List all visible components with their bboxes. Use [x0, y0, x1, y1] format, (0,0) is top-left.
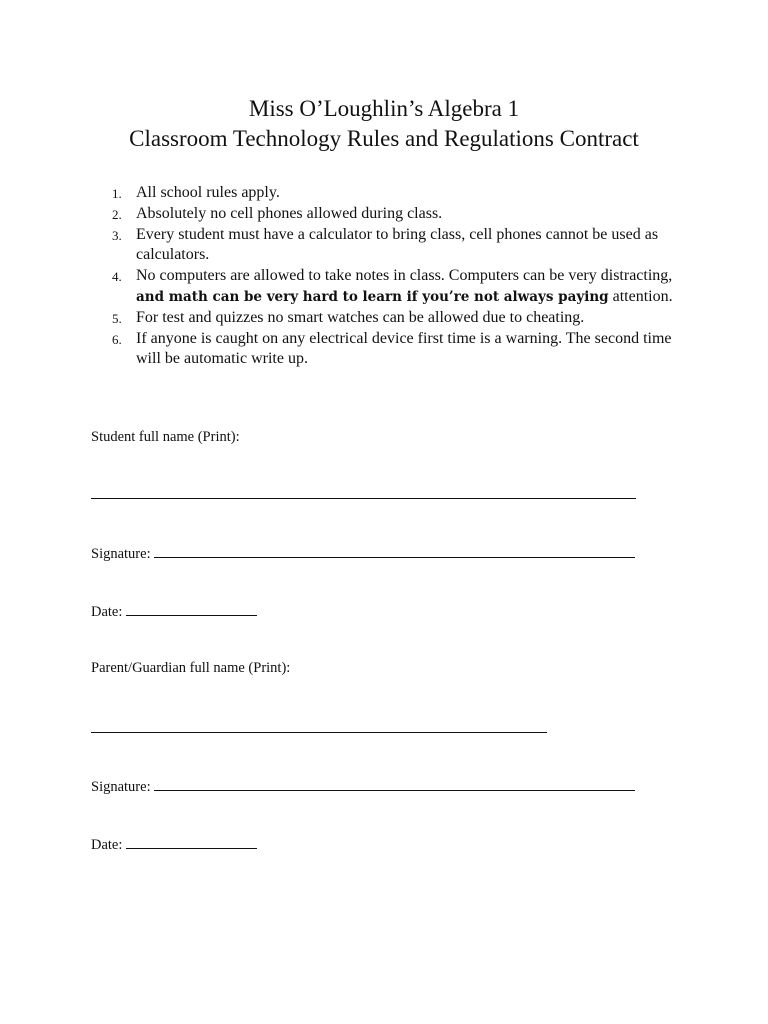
parent-date-row — [91, 834, 257, 854]
rule-text: Every student must have a calculator to bring class, cell phones cannot be used as calculators. — [136, 225, 659, 264]
rule-number: 3. — [112, 227, 122, 243]
rule-text: No computers are allowed to take notes in class. Computers can be very distracting, — [136, 267, 673, 285]
parent-signature-row — [91, 776, 635, 796]
document-title: Miss O’Loughlin’s Algebra 1 — [248, 96, 520, 121]
rule-item — [104, 308, 684, 329]
parent-signature-blank[interactable] — [154, 776, 635, 791]
rule-item — [104, 329, 684, 371]
rule-number: 4. — [112, 269, 122, 285]
rule-number: 6. — [112, 331, 122, 347]
student-date-label: Date: — [91, 604, 123, 620]
student-signature-blank[interactable] — [154, 543, 635, 558]
student-signature-row — [91, 543, 635, 563]
rule-text: If anyone is caught on any electrical device first time is a warning. The second time will be automatic write up. — [136, 329, 672, 368]
rule-item — [104, 225, 684, 267]
rule-number: 2. — [112, 206, 122, 222]
parent-date-label: Date: — [91, 837, 123, 853]
rules-list — [104, 183, 684, 370]
student-date-blank[interactable] — [126, 601, 257, 616]
parent-signature-label: Signature: — [91, 779, 151, 795]
rule-text: For test and quizzes no smart watches can be allowed due to cheating. — [136, 308, 585, 326]
rule-item — [104, 183, 684, 204]
rule-item — [104, 204, 684, 225]
student-name-blank[interactable] — [91, 484, 636, 499]
parent-name-blank[interactable] — [91, 718, 547, 733]
rule-text: Absolutely no cell phones allowed during class. — [136, 204, 443, 222]
rule-number: 5. — [112, 310, 122, 326]
rule-bold-text: and math can be very hard to learn if you’re not always paying — [136, 288, 609, 305]
parent-date-blank[interactable] — [126, 834, 257, 849]
student-date-row — [91, 601, 257, 621]
rule-tail-text: attention. — [608, 287, 673, 305]
student-name-label: Student full name (Print): — [91, 429, 240, 445]
student-name-line-row — [91, 484, 636, 504]
rule-number: 1. — [112, 186, 122, 201]
student-signature-label: Signature: — [91, 546, 151, 562]
rule-item — [104, 266, 684, 308]
document-subtitle: Classroom Technology Rules and Regulations Contract — [129, 126, 639, 151]
parent-name-line-row — [91, 718, 547, 738]
parent-name-label: Parent/Guardian full name (Print): — [91, 660, 291, 676]
rule-text: All school rules apply. — [136, 184, 280, 201]
